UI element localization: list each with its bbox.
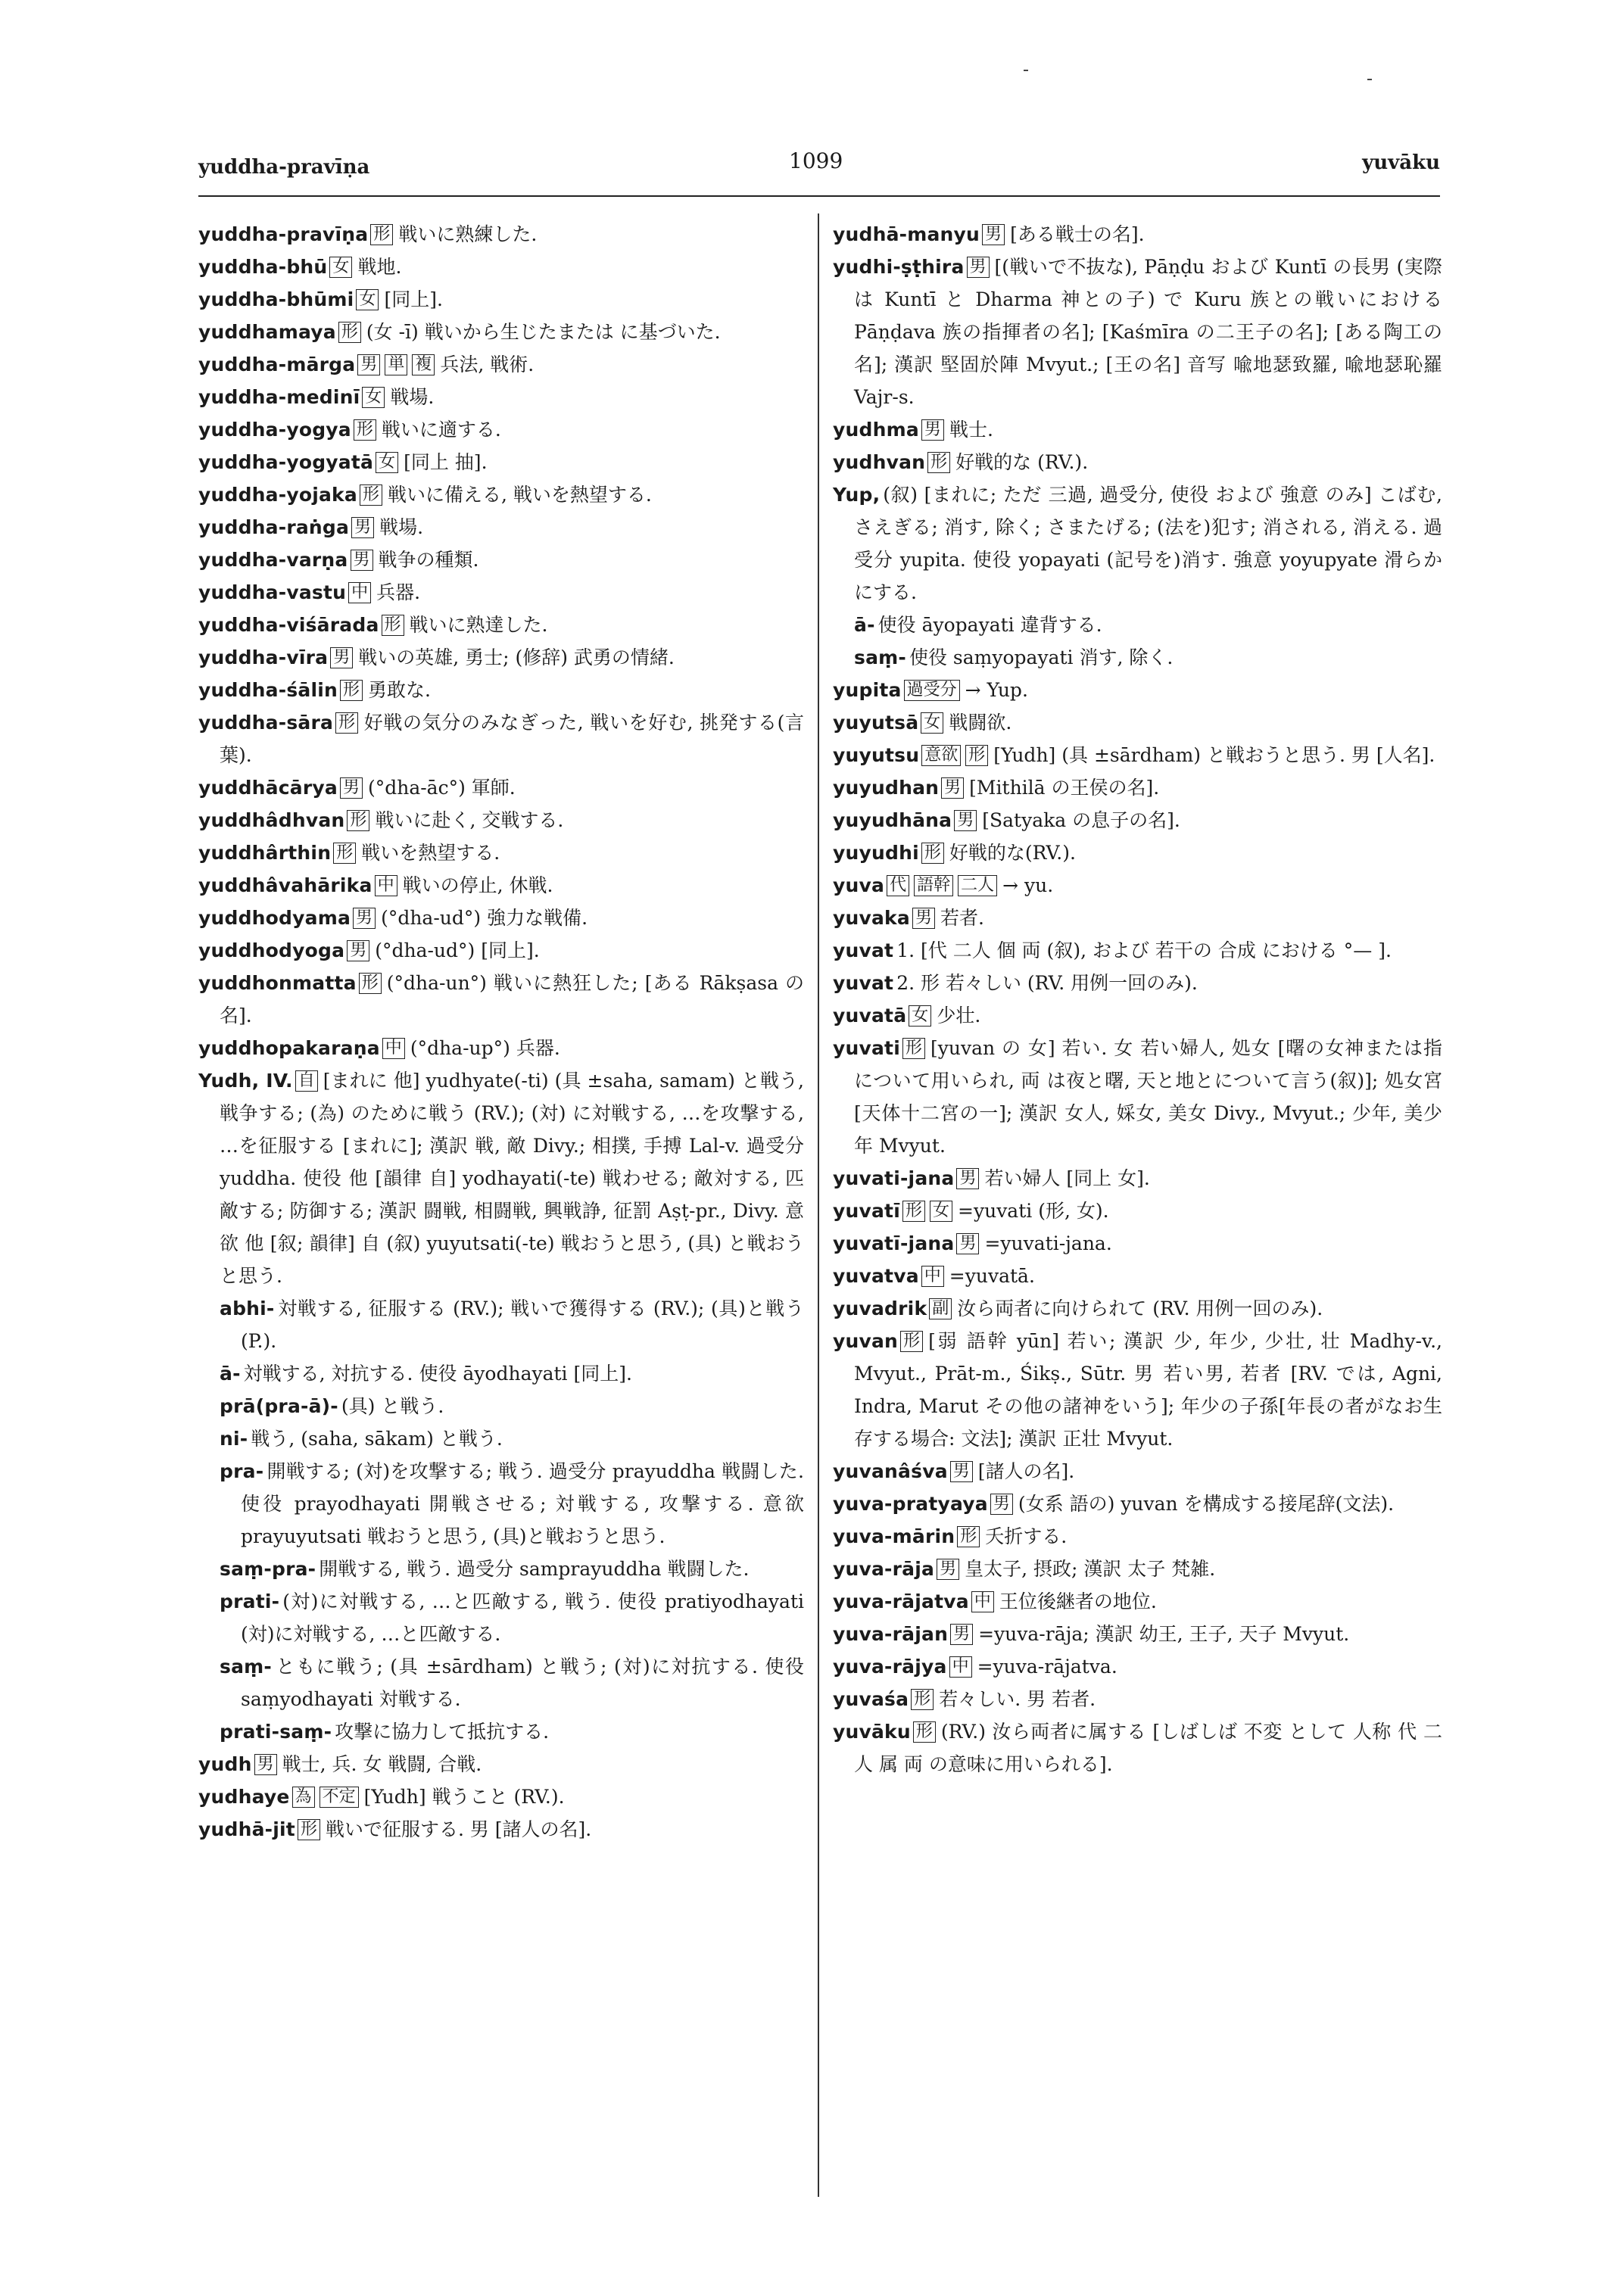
- grammar-abbr: 形: [360, 484, 382, 506]
- headword: yuvaka: [833, 907, 910, 929]
- dictionary-entry: [833, 674, 1442, 706]
- headword: yuvati: [833, 1037, 900, 1059]
- header-first-headword: yuddha-pravīṇa: [198, 156, 370, 179]
- definition: 勇敢な.: [368, 679, 431, 701]
- sub-entry: [198, 1292, 804, 1357]
- sub-entry: [198, 1455, 804, 1553]
- dictionary-entry: [833, 999, 1442, 1032]
- grammar-abbr: 形: [957, 1526, 980, 1547]
- headword: yuddhâdhvan: [198, 809, 345, 831]
- headword: yuyudhāna: [833, 809, 952, 831]
- right-column: [833, 218, 1442, 1781]
- dictionary-entry: [198, 316, 804, 348]
- grammar-abbr: 形: [359, 973, 382, 994]
- dictionary-entry: [833, 804, 1442, 837]
- definition: 戦う, (saha, sākam) と戦う.: [251, 1428, 503, 1450]
- dictionary-entry: [833, 869, 1442, 902]
- dictionary-entry: [833, 1195, 1442, 1227]
- dictionary-entry: [198, 1813, 804, 1846]
- definition: 戦地.: [357, 256, 402, 278]
- dictionary-entry: [833, 1292, 1442, 1325]
- grammar-abbr: 男: [351, 550, 373, 571]
- grammar-abbr: 中: [382, 1038, 405, 1059]
- definition: 戦士.: [949, 419, 993, 441]
- definition: 対戦する, 征服する (RV.); 戦いで獲得する (RV.); (具)と戦う (P.).: [241, 1298, 804, 1352]
- sub-entry: [198, 1650, 804, 1715]
- grammar-abbr: 自: [295, 1070, 318, 1092]
- grammar-abbr: 男: [340, 777, 363, 799]
- headword: yuvati-jana: [833, 1167, 955, 1189]
- headword: yuddhâvahārika: [198, 874, 372, 896]
- headword: yuddhonmatta: [198, 972, 357, 994]
- headword: yuva-rāja: [833, 1558, 935, 1580]
- headword: yuvat: [833, 972, 894, 994]
- grammar-abbr: 中: [348, 582, 371, 603]
- dictionary-entry: [833, 446, 1442, 478]
- headword: saṃ-pra-: [220, 1558, 316, 1580]
- headword: yuddha-bhūmi: [198, 288, 354, 310]
- definition: 汝ら両者に向けられて (RV. 用例一回のみ).: [957, 1298, 1323, 1319]
- dictionary-entry: [198, 446, 804, 478]
- grammar-abbr: 形: [340, 680, 363, 701]
- grammar-abbr: 男: [956, 1168, 979, 1189]
- grammar-abbr: 形: [902, 1201, 925, 1222]
- dictionary-entry: [833, 771, 1442, 804]
- headword: yudhi-ṣṭhira: [833, 256, 965, 278]
- definition: 使役 āyopayati 違背する.: [877, 614, 1102, 636]
- headword: yuvatā: [833, 1005, 907, 1027]
- dictionary-entry: [198, 478, 804, 511]
- definition: 戦士, 兵. 女 戦闘, 合戦.: [282, 1753, 482, 1775]
- headword: saṃ-: [220, 1656, 272, 1678]
- sub-entry: [198, 1553, 804, 1585]
- definition: 開戦する; (対)を攻撃する; 戦う. 過受分 prayuddha 戦闘した. 使役 prayodhayati 開戦させる; 対戦する, 攻撃する. 意欲 prayuyutsati 戦おうと思う, (具)と戦おうと思う.: [241, 1460, 804, 1547]
- dictionary-entry: [198, 804, 804, 837]
- definition: 兵器.: [376, 581, 421, 603]
- dictionary-entry: [198, 511, 804, 544]
- dictionary-entry: [833, 1585, 1442, 1618]
- definition: (女 -ī) 戦いから生じたまたは に基づいた.: [366, 321, 721, 343]
- grammar-abbr: 形: [927, 452, 950, 473]
- grammar-abbr: 男: [937, 1559, 959, 1580]
- headword: prati-: [220, 1590, 280, 1612]
- dictionary-entry: [198, 902, 804, 934]
- definition: [諸人の名].: [977, 1460, 1075, 1482]
- grammar-abbr: 男: [254, 1754, 277, 1775]
- dictionary-entry: [833, 1227, 1442, 1260]
- definition: 戦いに熟練した.: [398, 223, 538, 245]
- grammar-abbr: 意欲: [921, 745, 961, 766]
- grammar-abbr: 男: [347, 940, 369, 961]
- grammar-abbr: 語幹: [914, 875, 953, 896]
- dictionary-entry: [198, 771, 804, 804]
- definition: [Satyaka の息子の名].: [982, 809, 1180, 831]
- definition: → yu.: [1002, 874, 1054, 896]
- definition: ともに戦う; (具 ±sārdham) と戦う; (対)に対抗する. 使役 saṃyodhayati 対戦する.: [241, 1656, 804, 1710]
- sub-entry: [833, 609, 1442, 641]
- grammar-abbr: 二人: [958, 875, 997, 896]
- headword: ā-: [220, 1363, 241, 1385]
- definition: 好戦の気分のみなぎった, 戦いを好む, 挑発する(言葉).: [220, 712, 804, 766]
- grammar-abbr: 男: [950, 1461, 973, 1482]
- headword: yuva-rājan: [833, 1623, 949, 1645]
- grammar-abbr: 形: [900, 1331, 923, 1352]
- definition: =yuvati-jana.: [984, 1232, 1112, 1254]
- headword: ā-: [854, 614, 875, 636]
- headword: yudhvan: [833, 451, 926, 473]
- definition: 若々しい. 男 若者.: [939, 1688, 1096, 1710]
- dictionary-entry: [833, 1488, 1442, 1520]
- sub-entry: [198, 1715, 804, 1748]
- grammar-abbr: 女: [909, 1005, 931, 1027]
- definition: (°dha-āc°) 軍師.: [367, 777, 516, 799]
- sub-entry: [198, 1422, 804, 1455]
- dictionary-entry: [833, 837, 1442, 869]
- headword: yuddha-yogya: [198, 419, 351, 441]
- definition: 開戦する, 戦う. 過受分 samprayuddha 戦闘した.: [319, 1558, 750, 1580]
- definition: 使役 saṃyopayati 消す, 除く.: [909, 646, 1174, 668]
- headword: yupita: [833, 679, 902, 701]
- grammar-abbr: 男: [956, 1233, 979, 1254]
- sub-entry: [198, 1357, 804, 1390]
- dictionary-entry: [198, 934, 804, 967]
- column-divider: [818, 213, 819, 2197]
- headword: pra-: [220, 1460, 264, 1482]
- definition: [(戦いで不抜な), Pāṇḍu および Kuntī の長男 (実際は Kuntī と Dharma 神との子) で Kuru 族との戦いにおける Pāṇḍava 族の指揮者の名]; [Kaśmīra の二王子の名]; [ある陶工の名]; 漢訳 堅固於陣 Mvyut.; [王の名] 音写 喩地瑟致羅, 喩地瑟恥羅 Vajr-s.: [854, 256, 1442, 408]
- headword: yuddha-raṅga: [198, 516, 350, 538]
- definition: 戦いの英雄, 勇士; (修辞) 武勇の情緒.: [358, 646, 675, 668]
- grammar-abbr: 男: [330, 647, 353, 668]
- grammar-abbr: 男: [990, 1494, 1013, 1515]
- headword: prā(pra-ā)-: [220, 1395, 338, 1417]
- definition: 攻撃に協力して抵抗する.: [335, 1721, 550, 1743]
- definition: [同上 抽].: [404, 451, 488, 473]
- dictionary-entry: [198, 609, 804, 641]
- grammar-abbr: 中: [921, 1266, 944, 1287]
- left-column: [198, 218, 804, 1846]
- sub-entry: [198, 1390, 804, 1422]
- definition: [yuvan の 女] 若い. 女 若い婦人, 処女 [曙の女神または指について用いられ, 両 は夜と曙, 天と地とについて言う(叙)]; 処女宮 [天体十二宮の一]; 漢訳 女人, 婇女, 美女 Divy., Mvyut.; 少年, 美少年 Mvyut.: [854, 1037, 1442, 1157]
- definition: 王位後継者の地位.: [999, 1590, 1157, 1612]
- dictionary-entry: [833, 739, 1442, 771]
- definition: 戦場.: [379, 516, 424, 538]
- definition: 対戦する, 対抗する. 使役 āyodhayati [同上].: [243, 1363, 632, 1385]
- definition: (対)に対戦する, …と匹敵する, 戦う. 使役 pratiyodhayati (対)に対戦する, …と匹敵する.: [241, 1590, 804, 1645]
- headword: yuva: [833, 874, 885, 896]
- definition: [Yudh] 戦うこと (RV.).: [363, 1786, 565, 1808]
- grammar-abbr: 形: [298, 1819, 320, 1840]
- headword: yuvat: [833, 939, 894, 961]
- dictionary-entry: [833, 1683, 1442, 1715]
- definition: (°dha-up°) 兵器.: [410, 1037, 560, 1059]
- header-last-headword: yuvāku: [1362, 151, 1440, 174]
- definition: [まれに 他] yudhyate(-ti) (具 ±saha, samam) と戦う, 戦争する; (為) のために戦う (RV.); (対) に対戦する, …を攻撃する, …を征服する [まれに]; 漢訳 戦, 敵 Divy.; 相撲, 手搏 Lal-v. 過受分 yuddha. 使役 他 [韻律 自] yodhayati(-te) 戦わせる; 敵対する, 匹敵する; 防御する; 漢訳 闘戦, 相闘戦, 興戦諍, 征罰 Aṣṭ-pr., Divy. 意欲 他 [叙; 韻律] 自 (叙) yuyutsati(-te) 戦おうと思う, (具) と戦おうと思う.: [220, 1070, 804, 1287]
- definition: 戦いに備える, 戦いを熱望する.: [387, 484, 652, 506]
- dictionary-entry: [198, 218, 804, 251]
- definition: 若い婦人 [同上 女].: [984, 1167, 1150, 1189]
- dictionary-entry: [198, 1748, 804, 1781]
- grammar-abbr: 中: [949, 1656, 972, 1678]
- grammar-abbr: 形: [335, 712, 358, 734]
- running-header: [198, 148, 1440, 186]
- headword: yuddhācārya: [198, 777, 338, 799]
- definition: 戦いに赴く, 交戦する.: [375, 809, 564, 831]
- dictionary-entry: [833, 251, 1442, 413]
- dictionary-entry: [833, 902, 1442, 934]
- headword: saṃ-: [854, 646, 906, 668]
- headword: Yudh, IV.: [198, 1070, 293, 1092]
- headword: abhi-: [220, 1298, 275, 1319]
- headword: yuddha-mārga: [198, 354, 356, 375]
- headword: yuddha-pravīṇa: [198, 223, 369, 245]
- headword: yuddhodyoga: [198, 939, 345, 961]
- grammar-abbr: 形: [965, 745, 988, 766]
- definition: =yuvati (形, 女).: [958, 1200, 1109, 1222]
- headword: yuddha-medinī: [198, 386, 360, 408]
- grammar-abbr: 代: [887, 875, 909, 896]
- definition: (具) と戦う.: [341, 1395, 444, 1417]
- headword: yuddha-yojaka: [198, 484, 357, 506]
- scan-speck: [1024, 70, 1028, 71]
- scan-speck: [1367, 79, 1372, 80]
- grammar-abbr: 複: [412, 354, 435, 375]
- grammar-abbr: 女: [921, 712, 943, 734]
- grammar-abbr: 形: [347, 810, 369, 831]
- grammar-abbr: 男: [353, 908, 376, 929]
- headword: yuyutsā: [833, 712, 919, 734]
- dictionary-entry: [833, 1553, 1442, 1585]
- definition: → Yup.: [965, 679, 1028, 701]
- grammar-abbr: 男: [921, 419, 944, 441]
- definition: 戦いを熱望する.: [361, 842, 500, 864]
- grammar-abbr: 女: [329, 257, 352, 278]
- dictionary-entry: [833, 413, 1442, 446]
- dictionary-entry: [198, 674, 804, 706]
- definition: [Yudh] (具 ±sārdham) と戦おうと思う. 男 [人名].: [993, 744, 1435, 766]
- headword: yuddhârthin: [198, 842, 332, 864]
- dictionary-entry: [833, 1520, 1442, 1553]
- grammar-abbr: 女: [930, 1201, 952, 1222]
- headword: yuva-rājatva: [833, 1590, 969, 1612]
- dictionary-entry: [198, 576, 804, 609]
- headword: yuddha-varṇa: [198, 549, 348, 571]
- definition: [ある戦士の名].: [1010, 223, 1145, 245]
- grammar-abbr: 形: [921, 843, 944, 864]
- headword: yuddhamaya: [198, 321, 336, 343]
- dictionary-entry: [833, 1715, 1442, 1781]
- dictionary-entry: [198, 837, 804, 869]
- dictionary-entry: [198, 251, 804, 283]
- headword: yuddha-sāra: [198, 712, 334, 734]
- definition: 少壮.: [937, 1005, 981, 1027]
- headword: yudhā-jit: [198, 1818, 295, 1840]
- definition: 戦争の種類.: [378, 549, 479, 571]
- grammar-abbr: 中: [375, 875, 397, 896]
- headword: yuvanâśva: [833, 1460, 948, 1482]
- grammar-abbr: 男: [941, 777, 964, 799]
- dictionary-entry: [198, 706, 804, 771]
- grammar-abbr: 形: [338, 322, 361, 343]
- dictionary-entry: [833, 1260, 1442, 1292]
- dictionary-entry: [198, 544, 804, 576]
- dictionary-entry: [198, 413, 804, 446]
- definition: [同上].: [384, 288, 443, 310]
- definition: (°dha-ud°) 強力な戦備.: [381, 907, 588, 929]
- headword: yuvatī: [833, 1200, 900, 1222]
- definition: 戦いで征服する. 男 [諸人の名].: [325, 1818, 592, 1840]
- dictionary-entry: [833, 1650, 1442, 1683]
- definition: 戦闘欲.: [949, 712, 1012, 734]
- headword: yuvan: [833, 1330, 899, 1352]
- grammar-abbr: 形: [911, 1689, 934, 1710]
- dictionary-entry: [198, 1064, 804, 1292]
- definition: =yuvatā.: [949, 1265, 1035, 1287]
- definition: 若者.: [940, 907, 984, 929]
- grammar-abbr: 中: [971, 1591, 994, 1612]
- definition: 好戦的な(RV.).: [949, 842, 1076, 864]
- definition: 戦場.: [390, 386, 435, 408]
- headword: yuddha-vīra: [198, 646, 329, 668]
- definition: (°dha-ud°) [同上].: [375, 939, 540, 961]
- headword: yuyutsu: [833, 744, 920, 766]
- definition: 戦いの停止, 休戦.: [402, 874, 553, 896]
- headword: yuvatī-jana: [833, 1232, 955, 1254]
- definition: 戦いに適する.: [381, 419, 501, 441]
- headword: yudhā-manyu: [833, 223, 980, 245]
- page-number: 1099: [789, 148, 843, 173]
- definition: (女系 語の) yuvan を構成する接尾辞(文法).: [1018, 1493, 1395, 1515]
- headword: yuva-mārin: [833, 1525, 955, 1547]
- headword: yuyudhi: [833, 842, 919, 864]
- grammar-abbr: 男: [912, 908, 935, 929]
- headword: prati-saṃ-: [220, 1721, 332, 1743]
- definition: (°dha-un°) 戦いに熱狂した; [ある Rākṣasa の名].: [220, 972, 804, 1027]
- definition: =yuva-rājatva.: [977, 1656, 1117, 1678]
- grammar-abbr: 為: [292, 1787, 315, 1808]
- sub-entry: [198, 1585, 804, 1650]
- definition: 戦いに熟達した.: [409, 614, 548, 636]
- dictionary-entry: [833, 1032, 1442, 1162]
- dictionary-entry: [833, 478, 1442, 609]
- grammar-abbr: 不定: [320, 1787, 359, 1808]
- dictionary-entry: [833, 1618, 1442, 1650]
- definition: =yuva-rāja; 漢訳 幼王, 王子, 天子 Mvyut.: [978, 1623, 1350, 1645]
- headword: yuvāku: [833, 1721, 911, 1743]
- dictionary-entry: [833, 967, 1442, 999]
- headword: yuvadrik: [833, 1298, 927, 1319]
- headword: yudh: [198, 1753, 252, 1775]
- grammar-abbr: 形: [382, 615, 404, 636]
- definition: 好戦的な (RV.).: [955, 451, 1089, 473]
- grammar-abbr: 男: [954, 810, 977, 831]
- dictionary-entry: [833, 1325, 1442, 1455]
- grammar-abbr: 単: [385, 354, 407, 375]
- grammar-abbr: 女: [356, 289, 379, 310]
- headword: yuvatva: [833, 1265, 919, 1287]
- dictionary-entry: [833, 1455, 1442, 1488]
- grammar-abbr: 男: [351, 517, 374, 538]
- headword: yudhma: [833, 419, 919, 441]
- dictionary-entry: [198, 869, 804, 902]
- headword: yuddha-viśārada: [198, 614, 379, 636]
- headword: yuva-rājya: [833, 1656, 947, 1678]
- dictionary-entry: [833, 934, 1442, 967]
- grammar-abbr: 女: [362, 387, 385, 408]
- headword: yudhaye: [198, 1786, 290, 1808]
- definition: 夭折する.: [985, 1525, 1068, 1547]
- sub-entry: [833, 641, 1442, 674]
- headword: yuddha-śālin: [198, 679, 338, 701]
- dictionary-entry: [198, 967, 804, 1032]
- dictionary-entry: [198, 283, 804, 316]
- definition: (叙) [まれに; ただ 三過, 過受分, 使役 および 強意 のみ] こばむ, さえぎる; 消す, 除く; さまたげる; (法を)犯す; 消される, 消える. 過受分 yupita. 使役 yopayati (記号を)消す. 強意 yoyupyate 滑らかにする.: [854, 484, 1442, 603]
- definition: (RV.) 汝ら両者に属する [しばしば 不変 として 人称 代 二人 属 両 の意味に用いられる].: [854, 1721, 1442, 1775]
- headword: yuddhopakaraṇa: [198, 1037, 380, 1059]
- headword: yuddha-vastu: [198, 581, 347, 603]
- grammar-abbr: 男: [982, 224, 1005, 245]
- grammar-abbr: 形: [333, 843, 356, 864]
- grammar-abbr: 女: [376, 452, 398, 473]
- grammar-abbr: 過受分: [904, 680, 960, 701]
- grammar-abbr: 形: [913, 1721, 936, 1743]
- dictionary-entry: [198, 381, 804, 413]
- headword: yuddhodyama: [198, 907, 351, 929]
- definition: [弱 語幹 yūn] 若い; 漢訳 少, 年少, 少壮, 壮 Madhy-v., Mvyut., Prāt-m., Śikṣ., Sūtr. 男 若い男, 若者 [RV. では, Agni, Indra, Marut その他の諸神をいう]; 年少の子孫[年長の者がなお生存する場合: 文法]; 漢訳 正壮 Mvyut.: [854, 1330, 1442, 1450]
- header-rule: [198, 195, 1440, 197]
- definition: 皇太子, 摂政; 漢訳 太子 梵雑.: [965, 1558, 1216, 1580]
- headword: yuvaśa: [833, 1688, 909, 1710]
- headword: yuddha-yogyatā: [198, 451, 374, 473]
- headword: yuva-pratyaya: [833, 1493, 988, 1515]
- dictionary-entry: [198, 348, 804, 381]
- definition: 兵法, 戦術.: [440, 354, 535, 375]
- dictionary-entry: [198, 1781, 804, 1813]
- grammar-abbr: 形: [354, 419, 376, 441]
- headword: yuyudhan: [833, 777, 940, 799]
- grammar-abbr: 男: [357, 354, 380, 375]
- dictionary-entry: [833, 218, 1442, 251]
- dictionary-entry: [833, 1162, 1442, 1195]
- grammar-abbr: 形: [902, 1038, 925, 1059]
- grammar-abbr: 男: [950, 1624, 973, 1645]
- headword: yuddha-bhū: [198, 256, 328, 278]
- grammar-abbr: 形: [370, 224, 393, 245]
- dictionary-entry: [198, 641, 804, 674]
- grammar-abbr: 副: [929, 1298, 952, 1319]
- headword: ni-: [220, 1428, 248, 1450]
- definition: 2. 形 若々しい (RV. 用例一回のみ).: [896, 972, 1198, 994]
- dictionary-entry: [198, 1032, 804, 1064]
- definition: 1. [代 二人 個 両 (叙), および 若干の 合成 における °— ].: [896, 939, 1392, 961]
- grammar-abbr: 男: [967, 257, 990, 278]
- dictionary-entry: [833, 706, 1442, 739]
- definition: [Mithilā の王侯の名].: [969, 777, 1160, 799]
- headword: Yup,: [833, 484, 881, 506]
